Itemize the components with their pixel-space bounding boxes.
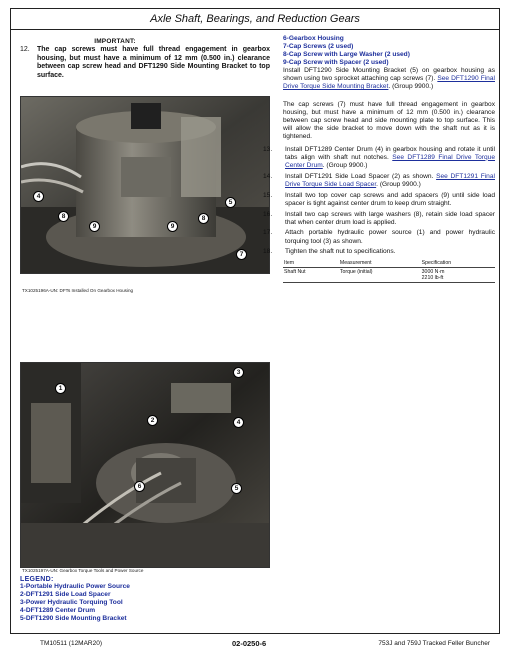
step-text: Install two cap screws with large washers (8), retain side load spacer that when center drum load is applied. — [285, 210, 495, 226]
photo2-caption: TX1025197A-UN: Gearbox Torque Tools and Power Source — [22, 568, 144, 573]
gearbox-photo-illustration — [21, 97, 270, 274]
group-ref: . (Group 9900.) — [376, 180, 421, 188]
footer-rule — [10, 633, 500, 634]
callout-6: 6 — [134, 481, 145, 492]
footer-machine-title: 753J and 759J Tracked Feller Buncher — [378, 640, 490, 647]
callout-7: 7 — [236, 249, 247, 260]
link-center-drum[interactable]: See DFT1289 Final Drive Torque Center Drum — [285, 153, 496, 170]
step-number: 15. — [263, 191, 273, 199]
group-ref: . (Group 9900.) — [388, 83, 434, 91]
step-16 — [263, 210, 495, 227]
cap-screw-paragraph: The cap screws (7) must have full thread engagement in gearbox housing, but must have a minimum of 12 mm (0.500 in.) clearance between cap screw head and side mounting plate to top surface. This will allow the side bracket to move down with the shaft nut as it is tightened. — [283, 100, 495, 141]
legend-item: 2-DFT1291 Side Load Spacer — [20, 591, 111, 598]
page-title: Axle Shaft, Bearings, and Reduction Gears — [10, 8, 500, 30]
spec-measurement: Torque (initial) — [339, 268, 421, 283]
legend-item: 6-Gearbox Housing — [283, 35, 344, 42]
spec-item: Shaft Nut — [283, 268, 339, 283]
step-17 — [263, 229, 495, 245]
step-number: 17. — [263, 229, 273, 237]
spec-value-metric: 3000 N·m — [421, 269, 445, 276]
spec-table — [283, 259, 495, 283]
spec-header-measurement: Measurement — [339, 259, 421, 268]
step-text: Install two top cover cap screws and add spacers (9) until side load spacer is tight against center drum to keep drum straight. — [285, 191, 495, 207]
legend-item: 4-DFT1289 Center Drum — [20, 607, 96, 614]
step-15 — [263, 191, 495, 208]
right-column — [263, 35, 496, 283]
callout-8: 8 — [58, 211, 69, 222]
spec-header-item: Item — [283, 259, 339, 268]
photo-torque-tools — [20, 362, 270, 568]
legend-item: 9-Cap Screw with Spacer (2 used) — [283, 59, 389, 66]
callout-4: 4 — [233, 417, 244, 428]
spec-value — [421, 268, 495, 283]
step-number: 12. — [20, 46, 30, 53]
legend-item: 3-Power Hydraulic Torquing Tool — [20, 599, 123, 606]
step-18 — [263, 248, 495, 256]
callout-1: 1 — [55, 383, 66, 394]
photo1-caption: TX1025196A-UN: DFTs Installed On Gearbox Housing — [22, 288, 134, 293]
callout-9: 9 — [89, 221, 100, 232]
legend — [20, 576, 270, 623]
step-text: Attach portable hydraulic power source (1) and power hydraulic torquing tool (3) as shown. — [285, 229, 495, 245]
table-row — [283, 268, 495, 283]
callout-9: 9 — [167, 221, 178, 232]
legend-item: 1-Portable Hydraulic Power Source — [20, 583, 130, 590]
callout-2: 2 — [147, 415, 158, 426]
step-number: 18. — [263, 248, 273, 256]
install-bracket-text: Install DFT1290 Side Mounting Bracket (5) on gearbox housing as shown using two sprocket attaching cap screws (7). — [283, 67, 495, 83]
important-title: IMPORTANT: — [94, 38, 136, 45]
spec-header-specification: Specification — [421, 259, 495, 268]
callout-4: 4 — [33, 191, 44, 202]
footer-page-number: 02-0250-6 — [232, 639, 267, 648]
link-side-mounting-bracket[interactable]: See DFT1290 Final Drive Torque Side Mounting Bracket — [283, 75, 495, 91]
step-number: 16. — [263, 210, 273, 218]
group-ref: . (Group 9900.) — [322, 162, 368, 170]
callout-8: 8 — [198, 213, 209, 224]
legend-item: 7-Cap Screws (2 used) — [283, 43, 354, 50]
important-note — [20, 38, 270, 80]
legend-item: 5-DFT1290 Side Mounting Bracket — [20, 615, 127, 622]
legend-title: LEGEND: — [20, 576, 54, 583]
spec-value-imperial: 2210 lb-ft — [421, 275, 444, 282]
step-text: Tighten the shaft nut to specifications. — [285, 248, 396, 256]
photo-dfts-installed — [20, 96, 270, 274]
step-list — [263, 145, 496, 257]
step-13 — [263, 145, 496, 171]
callout-3: 3 — [233, 367, 244, 378]
step-14 — [263, 172, 495, 189]
important-text: The cap screws must have full thread engagement in gearbox housing, but must have a minimum of 12 mm (0.500 in.) clearance between cap screw head and DFT1290 Side Mounting Bracket to top surface. — [37, 46, 270, 79]
legend-item: 8-Cap Screw with Large Washer (2 used) — [283, 51, 410, 58]
install-bracket-paragraph — [283, 67, 495, 92]
step-text: Install DFT1289 Center Drum (4) in gearbox housing and rotate it until tabs align with shaft nut notches. — [285, 145, 495, 161]
step-number: 13. — [263, 145, 273, 153]
step-text: Install DFT1291 Side Load Spacer (2) as shown. — [285, 172, 434, 180]
step-number: 14. — [263, 172, 273, 180]
callout-5: 5 — [231, 483, 242, 494]
footer-manual-id: TM10511 (12MAR20) — [40, 640, 103, 647]
link-side-load-spacer[interactable]: See DFT1291 Final Drive Torque Side Load Spacer — [285, 172, 495, 188]
callout-5: 5 — [225, 197, 236, 208]
